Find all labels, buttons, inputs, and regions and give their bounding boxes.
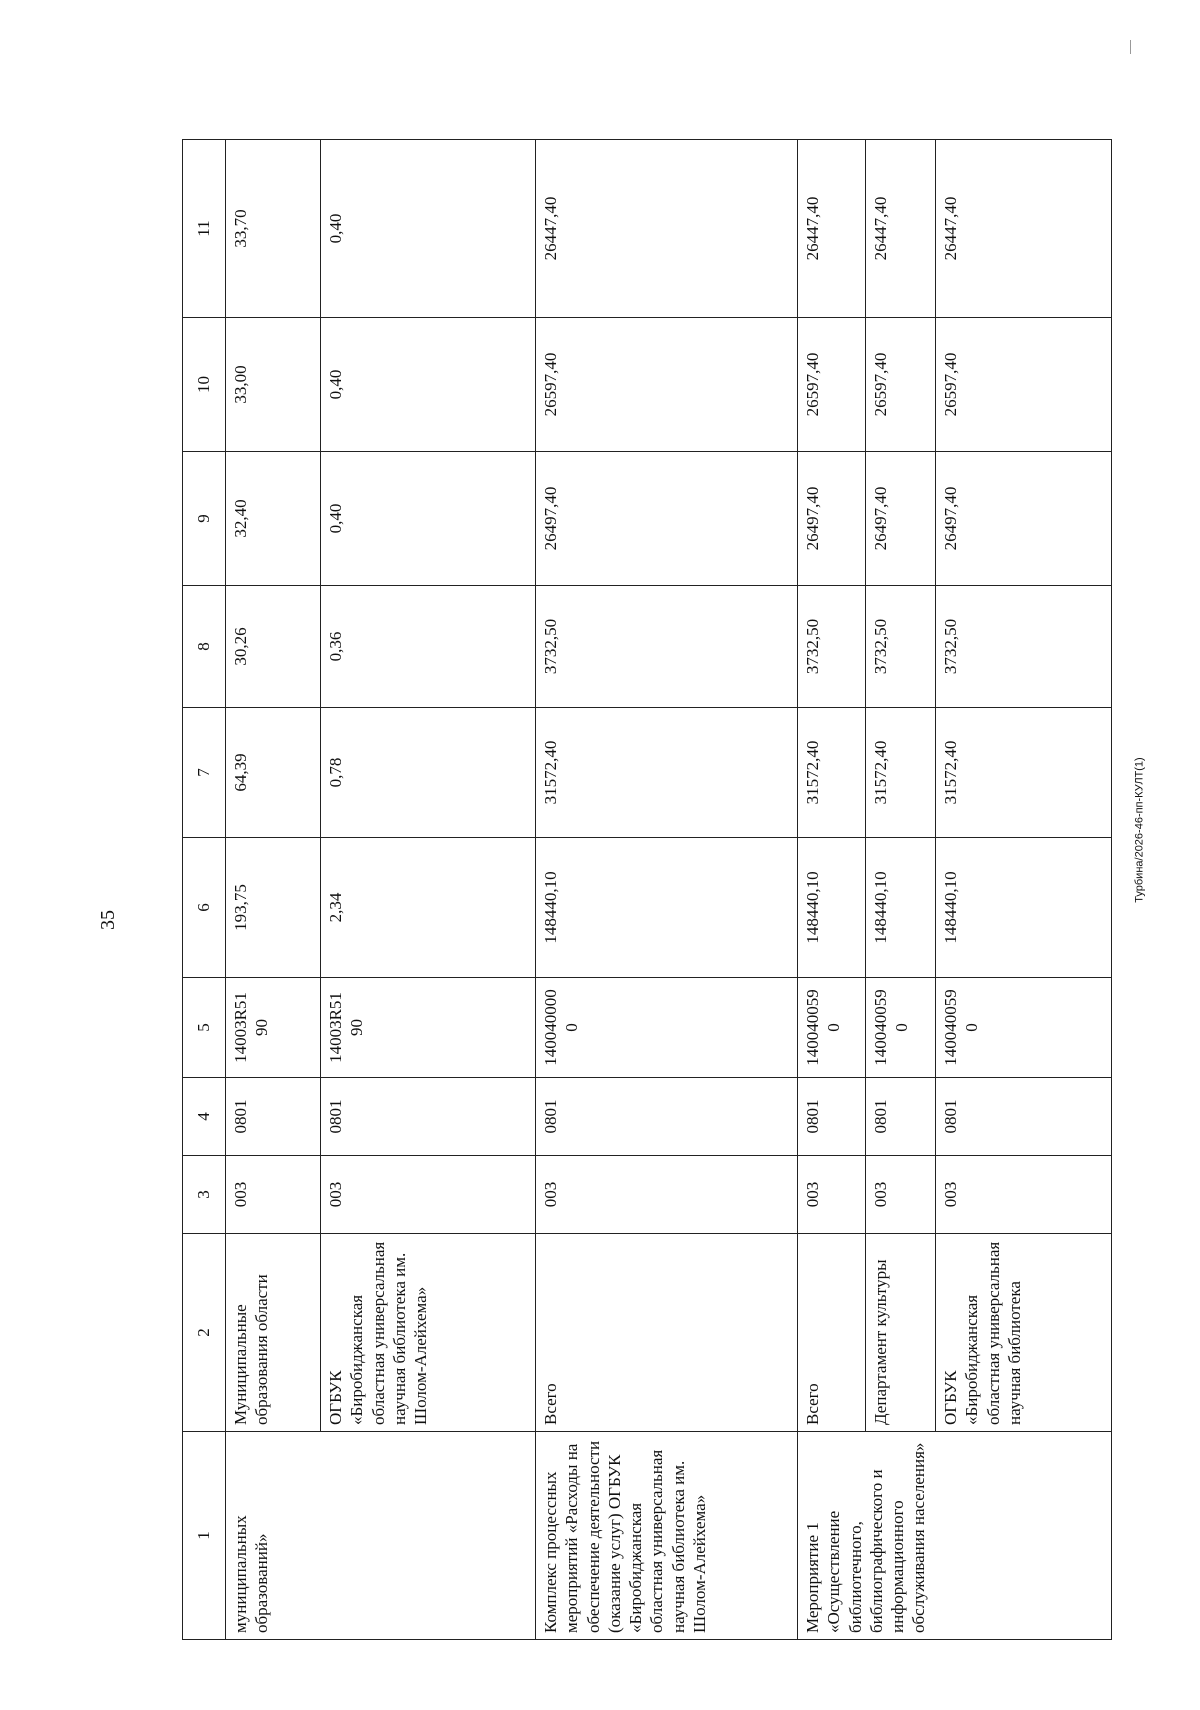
- gov-code-cell: 003: [866, 1156, 936, 1234]
- edge-mark: [1130, 40, 1131, 54]
- header-cell: 1: [183, 1432, 226, 1640]
- header-cell: 4: [183, 1078, 226, 1156]
- value-cell: 31572,40: [798, 708, 866, 838]
- executor-cell: Всего: [798, 1234, 866, 1432]
- table-header-row: [183, 140, 226, 1640]
- value-cell: 26597,40: [936, 318, 1112, 452]
- target-code-cell: 14003R51 90: [226, 978, 321, 1078]
- rotated-table-container: [182, 140, 1112, 1640]
- value-cell: 26597,40: [798, 318, 866, 452]
- value-cell: 30,26: [226, 586, 321, 708]
- value-cell: 148440,10: [936, 838, 1112, 978]
- target-code-cell: 140040000 0: [536, 978, 798, 1078]
- executor-cell: ОГБУК «Биробиджанская областная универсальная научная библиотека им. Шолом-Алейхема»: [321, 1234, 536, 1432]
- value-cell: 26447,40: [536, 140, 798, 318]
- value-cell: 26447,40: [798, 140, 866, 318]
- value-cell: 26597,40: [866, 318, 936, 452]
- value-cell: 64,39: [226, 708, 321, 838]
- executor-cell: ОГБУК «Биробиджанская областная универсальная научная библиотека: [936, 1234, 1112, 1432]
- value-cell: 148440,10: [866, 838, 936, 978]
- header-cell: 7: [183, 708, 226, 838]
- budget-table: [182, 139, 1112, 1640]
- event-cell: муниципальных образований»: [226, 1432, 536, 1640]
- header-cell: 8: [183, 586, 226, 708]
- value-cell: 31572,40: [866, 708, 936, 838]
- event-cell: Комплекс процессных мероприятий «Расходы на обеспечение деятельности (оказание услуг) ОГБУК «Биробиджанская областная универсальная научная библиотека им. Шолом-Алейхема»: [536, 1432, 798, 1640]
- value-cell: 26497,40: [798, 452, 866, 586]
- executor-cell: Всего: [536, 1234, 798, 1432]
- value-cell: 26497,40: [936, 452, 1112, 586]
- executor-cell: Муниципальные образования области: [226, 1234, 321, 1432]
- header-cell: 11: [183, 140, 226, 318]
- value-cell: 26497,40: [536, 452, 798, 586]
- value-cell: 0,36: [321, 586, 536, 708]
- section-code-cell: 0801: [936, 1078, 1112, 1156]
- gov-code-cell: 003: [536, 1156, 798, 1234]
- value-cell: 0,40: [321, 140, 536, 318]
- header-cell: 9: [183, 452, 226, 586]
- section-code-cell: 0801: [321, 1078, 536, 1156]
- document-code-text: Турбина/2026-46-пп-КУЛТ(1): [1134, 757, 1146, 903]
- value-cell: 26597,40: [536, 318, 798, 452]
- page-number: [88, 910, 128, 930]
- value-cell: 33,70: [226, 140, 321, 318]
- header-cell: 10: [183, 318, 226, 452]
- gov-code-cell: 003: [798, 1156, 866, 1234]
- value-cell: 0,40: [321, 318, 536, 452]
- table-row: [866, 140, 936, 1640]
- section-code-cell: 0801: [536, 1078, 798, 1156]
- table-row: [936, 140, 1112, 1640]
- value-cell: 3732,50: [936, 586, 1112, 708]
- value-cell: 3732,50: [798, 586, 866, 708]
- table-row: [321, 140, 536, 1640]
- value-cell: 26447,40: [936, 140, 1112, 318]
- header-cell: 2: [183, 1234, 226, 1432]
- gov-code-cell: 003: [226, 1156, 321, 1234]
- value-cell: 0,78: [321, 708, 536, 838]
- value-cell: 31572,40: [936, 708, 1112, 838]
- target-code-cell: 140040059 0: [798, 978, 866, 1078]
- table-row: [798, 140, 866, 1640]
- header-cell: 3: [183, 1156, 226, 1234]
- value-cell: 33,00: [226, 318, 321, 452]
- value-cell: 26497,40: [866, 452, 936, 586]
- value-cell: 3732,50: [866, 586, 936, 708]
- value-cell: 148440,10: [536, 838, 798, 978]
- header-cell: 5: [183, 978, 226, 1078]
- value-cell: 148440,10: [798, 838, 866, 978]
- target-code-cell: 140040059 0: [866, 978, 936, 1078]
- header-cell: 6: [183, 838, 226, 978]
- event-cell: Мероприятие 1 «Осуществление библиотечного, библиографического и информационного обслуживания населения»: [798, 1432, 1112, 1640]
- gov-code-cell: 003: [321, 1156, 536, 1234]
- page-number-text: 35: [96, 910, 119, 930]
- table-row: [226, 140, 321, 1640]
- value-cell: 193,75: [226, 838, 321, 978]
- value-cell: 3732,50: [536, 586, 798, 708]
- value-cell: 0,40: [321, 452, 536, 586]
- target-code-cell: 14003R51 90: [321, 978, 536, 1078]
- executor-cell: Департамент культуры: [866, 1234, 936, 1432]
- value-cell: 31572,40: [536, 708, 798, 838]
- document-code: [1130, 757, 1150, 903]
- target-code-cell: 140040059 0: [936, 978, 1112, 1078]
- table-row: [536, 140, 798, 1640]
- section-code-cell: 0801: [226, 1078, 321, 1156]
- section-code-cell: 0801: [866, 1078, 936, 1156]
- section-code-cell: 0801: [798, 1078, 866, 1156]
- value-cell: 2,34: [321, 838, 536, 978]
- gov-code-cell: 003: [936, 1156, 1112, 1234]
- value-cell: 26447,40: [866, 140, 936, 318]
- value-cell: 32,40: [226, 452, 321, 586]
